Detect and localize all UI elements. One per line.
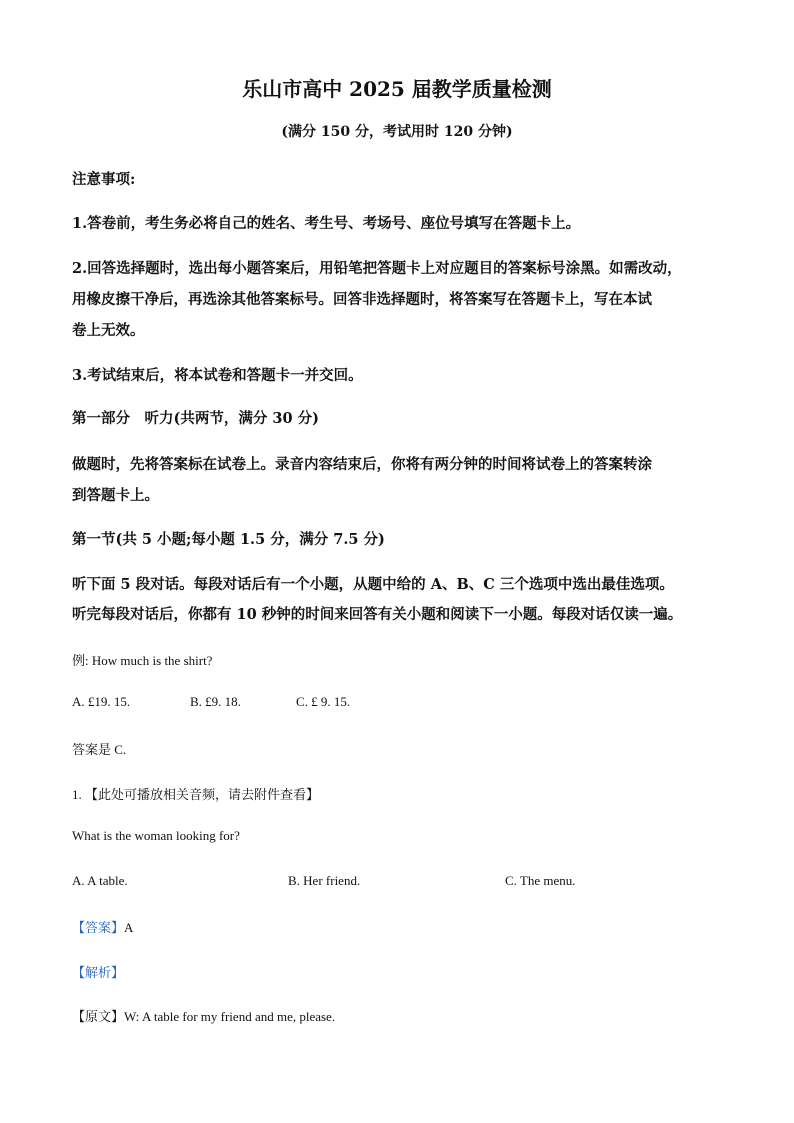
- answer-label: 【答案】: [72, 920, 125, 935]
- question-1-original: [72, 1006, 335, 1025]
- section1-instruction-line-2: 听完每段对话后，你都有 10 秒钟的时间来回答有关小题和阅读下一小题。每段对话仅读一遍。: [72, 606, 683, 623]
- question-1-text: What is the woman looking for?: [72, 828, 240, 843]
- page-subtitle: (满分 150 分，考试用时 120 分钟): [281, 124, 513, 140]
- example-option-b: B. £9. 18.: [190, 694, 241, 709]
- question-1-number: 1. 【此处可播放相关音频，请去附件查看】: [72, 787, 320, 802]
- notice-item-3: 3.考试结束后，将本试卷和答题卡一并交回。: [72, 367, 363, 384]
- example-option-a: A. £19. 15.: [72, 694, 131, 709]
- notice-item-2-line-2: 用橡皮擦干净后，再选涂其他答案标号。回答非选择题时，将答案写在答题卡上，写在本试: [72, 291, 652, 308]
- page-title: 乐山市高中 2025 届教学质量检测: [242, 77, 552, 101]
- part1-instruction-line-1: 做题时，先将答案标在试卷上。录音内容结束后，你将有两分钟的时间将试卷上的答案转涂: [72, 456, 652, 473]
- section1-instruction-line-1: 听下面 5 段对话。每段对话后有一个小题，从题中给的 A、B、C 三个选项中选出最佳选项。: [72, 576, 674, 593]
- example-answer: 答案是 C.: [72, 742, 127, 757]
- question-1-option-a: A. A table.: [72, 873, 128, 888]
- notice-item-2-line-1: 2.回答选择题时，选出每小题答案后，用铅笔把答题卡上对应题目的答案标号涂黑。如需改动，: [72, 260, 682, 277]
- original-label: 【原文】: [72, 1009, 125, 1024]
- section1-heading: 第一节(共 5 小题;每小题 1.5 分，满分 7.5 分): [72, 531, 385, 548]
- question-1-option-b: B. Her friend.: [288, 873, 361, 888]
- question-1-analysis-label: 【解析】: [72, 965, 125, 980]
- question-1-option-c: C. The menu.: [505, 873, 576, 888]
- original-text: W: A table for my friend and me, please.: [124, 1009, 336, 1024]
- example-question: 例: How much is the shirt?: [72, 653, 213, 668]
- example-option-c: C. £ 9. 15.: [296, 694, 351, 709]
- part1-instruction-line-2: 到答题卡上。: [72, 487, 159, 504]
- notice-item-2-line-3: 卷上无效。: [72, 322, 145, 339]
- part1-heading: 第一部分 听力(共两节，满分 30 分): [72, 410, 319, 427]
- notice-item-1: 1.答卷前，考生务必将自己的姓名、考生号、考场号、座位号填写在答题卡上。: [72, 215, 581, 232]
- answer-value: A: [124, 920, 134, 935]
- question-1-answer: [72, 917, 133, 936]
- notice-heading: 注意事项:: [72, 171, 136, 188]
